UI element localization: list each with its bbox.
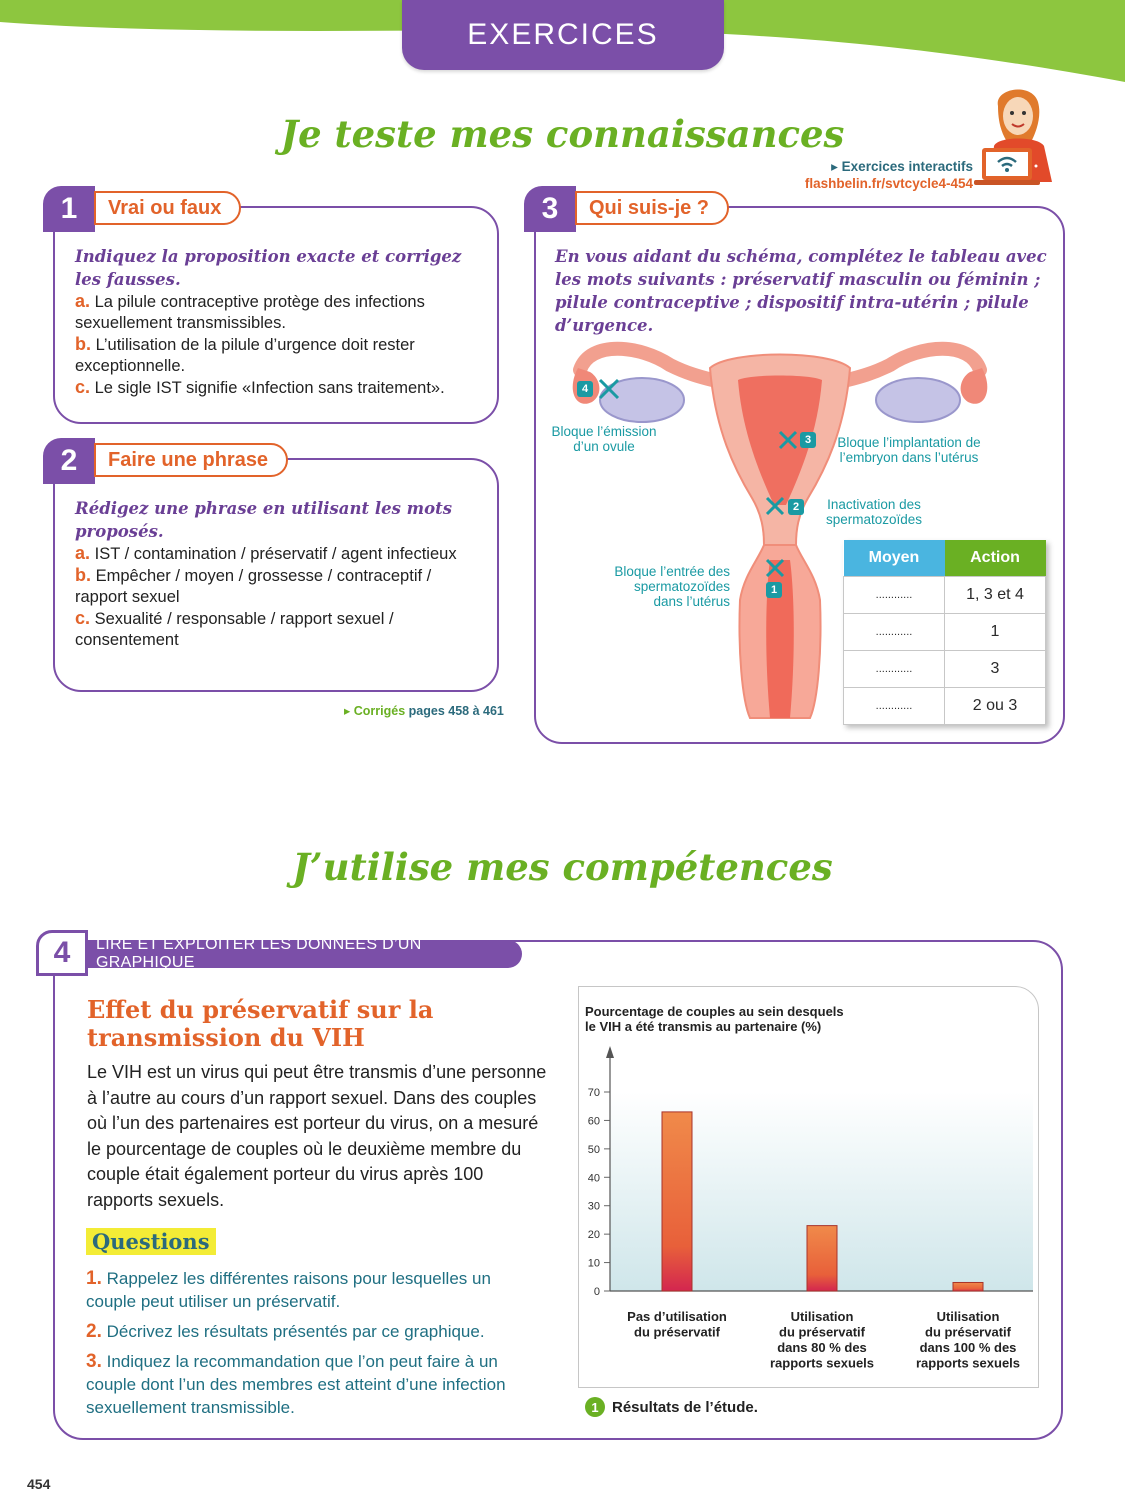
table-row <box>844 613 1046 650</box>
question-1: 1. Rappelez les différentes raisons pour lesquelles un couple peut utiliser un préservatif. <box>86 1268 491 1311</box>
table-cell-action: 1 <box>945 613 1046 650</box>
table-cell-action: 2 ou 3 <box>945 687 1046 724</box>
exercise-1-item-b: b. L’utilisation de la pilule d’urgence doit rester exceptionnelle. <box>75 334 415 375</box>
table-cell-action: 1, 3 et 4 <box>945 576 1046 613</box>
x-category-label: dans 100 % des <box>919 1340 1017 1355</box>
chart-title-line-1: Pourcentage de couples au sein desquels <box>585 1004 844 1019</box>
exercise-2-item-c: c. Sexualité / responsable / rapport sexuel / consentement <box>75 608 394 649</box>
y-axis-arrow <box>606 1046 614 1058</box>
exercise-2-content <box>75 497 485 651</box>
exercise-1-item-c: c. Le sigle IST signifie «Infection sans traitement». <box>75 377 445 397</box>
exercise-2-number: 2 <box>43 438 95 484</box>
y-tick-label: 10 <box>587 1257 600 1270</box>
exercise-4-number: 4 <box>36 930 88 976</box>
x-category-label: rapports sexuels <box>769 1355 875 1371</box>
table-header-moyen: Moyen <box>844 540 945 576</box>
diagram-marker-3: 3 <box>800 432 816 448</box>
y-tick-label: 50 <box>587 1143 600 1156</box>
chart-bar <box>807 1226 837 1291</box>
interactive-label: ▸ Exercices interactifs <box>831 159 973 174</box>
interactive-url[interactable]: flashbelin.fr/svtcycle4-454 <box>804 176 973 191</box>
diagram-marker-1: 1 <box>766 582 782 598</box>
section-title-competences: J’utilise mes compétences <box>292 845 833 889</box>
table-header-action: Action <box>945 540 1046 576</box>
exercise-3-instruction: En vous aidant du schéma, complétez le tableau avec les mots suivants : préservatif masculin ou féminin ; pilule contraceptive ; dispositif intra-utérin ; pilule d’urgence. <box>555 247 1047 335</box>
exercise-1-number: 1 <box>43 186 95 232</box>
table-cell-moyen[interactable]: ............ <box>844 650 945 687</box>
x-category-label: Pas d’utilisation <box>627 1309 727 1324</box>
table-row <box>844 687 1046 724</box>
table-cell-action: 3 <box>945 650 1046 687</box>
x-category-label: dans 80 % des <box>777 1340 867 1355</box>
table-cell-moyen[interactable]: ............ <box>844 613 945 650</box>
exercise-1-label: Vrai ou faux <box>94 191 241 225</box>
exercise-2-label: Faire une phrase <box>94 443 288 477</box>
exercise-1-content <box>75 245 485 399</box>
moyen-action-table <box>843 540 1046 725</box>
exercise-1-item-a: a. La pilule contraceptive protège des infections sexuellement transmissibles. <box>75 291 425 332</box>
y-tick-label: 60 <box>587 1115 600 1128</box>
chart-bar <box>662 1112 692 1291</box>
page-number: 454 <box>27 1476 51 1492</box>
exercise-2-instruction: Rédigez une phrase en utilisant les mots proposés. <box>75 499 453 541</box>
table-row <box>844 650 1046 687</box>
girl-laptop-illustration <box>972 86 1072 188</box>
table-row <box>844 576 1046 613</box>
x-category-label: Utilisation <box>936 1309 1000 1324</box>
x-category-label: du préservatif <box>634 1324 720 1340</box>
label-bloque-implantation: Bloque l’implantation de l’embryon dans l’utérus <box>837 435 981 465</box>
diagram-marker-4: 4 <box>577 381 593 397</box>
chart-caption-number: 1 <box>585 1397 605 1417</box>
question-3: 3. Indiquez la recommandation que l’on peut faire à un couple dont l’un des membres est atteint d’une infection sexuellement transmissible. <box>86 1351 506 1417</box>
exercise-3-number: 3 <box>524 186 576 232</box>
y-tick-label: 30 <box>587 1200 600 1213</box>
x-category-label: du préservatif <box>925 1324 1011 1340</box>
table-cell-moyen[interactable]: ............ <box>844 576 945 613</box>
label-inactivation: Inactivation des spermatozoïdes <box>825 497 923 527</box>
y-tick-label: 40 <box>587 1172 600 1185</box>
section-title-connaissances: Je teste mes connaissances <box>280 112 845 156</box>
hiv-transmission-bar-chart <box>578 986 1039 1388</box>
questions-tag: Questions <box>86 1228 216 1255</box>
y-tick-label: 0 <box>593 1286 600 1298</box>
corriges-link[interactable]: ▸ Corrigés pages 458 à 461 <box>344 704 504 718</box>
table-cell-moyen[interactable]: ............ <box>844 687 945 724</box>
x-category-label: Utilisation <box>790 1309 854 1324</box>
question-2: 2. Décrivez les résultats présentés par ce graphique. <box>86 1321 485 1342</box>
exercices-tab: EXERCICES <box>402 0 724 70</box>
chart-caption-text: Résultats de l’étude. <box>612 1398 758 1416</box>
chart-title-line-2: le VIH a été transmis au partenaire (%) <box>585 1019 822 1034</box>
chart-caption <box>585 1397 758 1417</box>
exercise-3-label: Qui suis-je ? <box>575 191 729 225</box>
y-tick-label: 20 <box>587 1229 600 1242</box>
exercise-2-item-a: a. IST / contamination / préservatif / agent infectieux <box>75 543 457 563</box>
x-category-label: du préservatif <box>779 1324 865 1340</box>
chart-bar <box>953 1282 983 1291</box>
exercise-4-label: LIRE ET EXPLOITER LES DONNÉES D’UN GRAPHIQUE <box>88 940 522 968</box>
x-category-label: rapports sexuels <box>915 1355 1021 1371</box>
exercise-2-item-b: b. Empêcher / moyen / grossesse / contraceptif / rapport sexuel <box>75 565 432 606</box>
label-bloque-entree: Bloque l’entrée des spermatozoïdes dans l’utérus <box>614 564 730 609</box>
exercise-1-instruction: Indiquez la proposition exacte et corrigez les fausses. <box>75 247 462 289</box>
y-tick-label: 70 <box>587 1087 600 1099</box>
label-bloque-ovule: Bloque l’émission d’un ovule <box>551 424 657 454</box>
interactive-exercises-link[interactable] <box>805 158 973 192</box>
diagram-marker-2: 2 <box>788 499 804 515</box>
exercise-4-title: Effet du préservatif sur la transmission du VIH <box>87 995 434 1052</box>
exercise-4-text: Le VIH est un virus qui peut être transmis d’une personne à l’autre au cours d’un rapport sexuel. Dans des couples où l’un des partenaires est porteur du virus, on a mesuré le pourcentage de couples où le deuxième membre du couple était également porteur du virus après 100 rapports sexuels. <box>87 1062 547 1210</box>
